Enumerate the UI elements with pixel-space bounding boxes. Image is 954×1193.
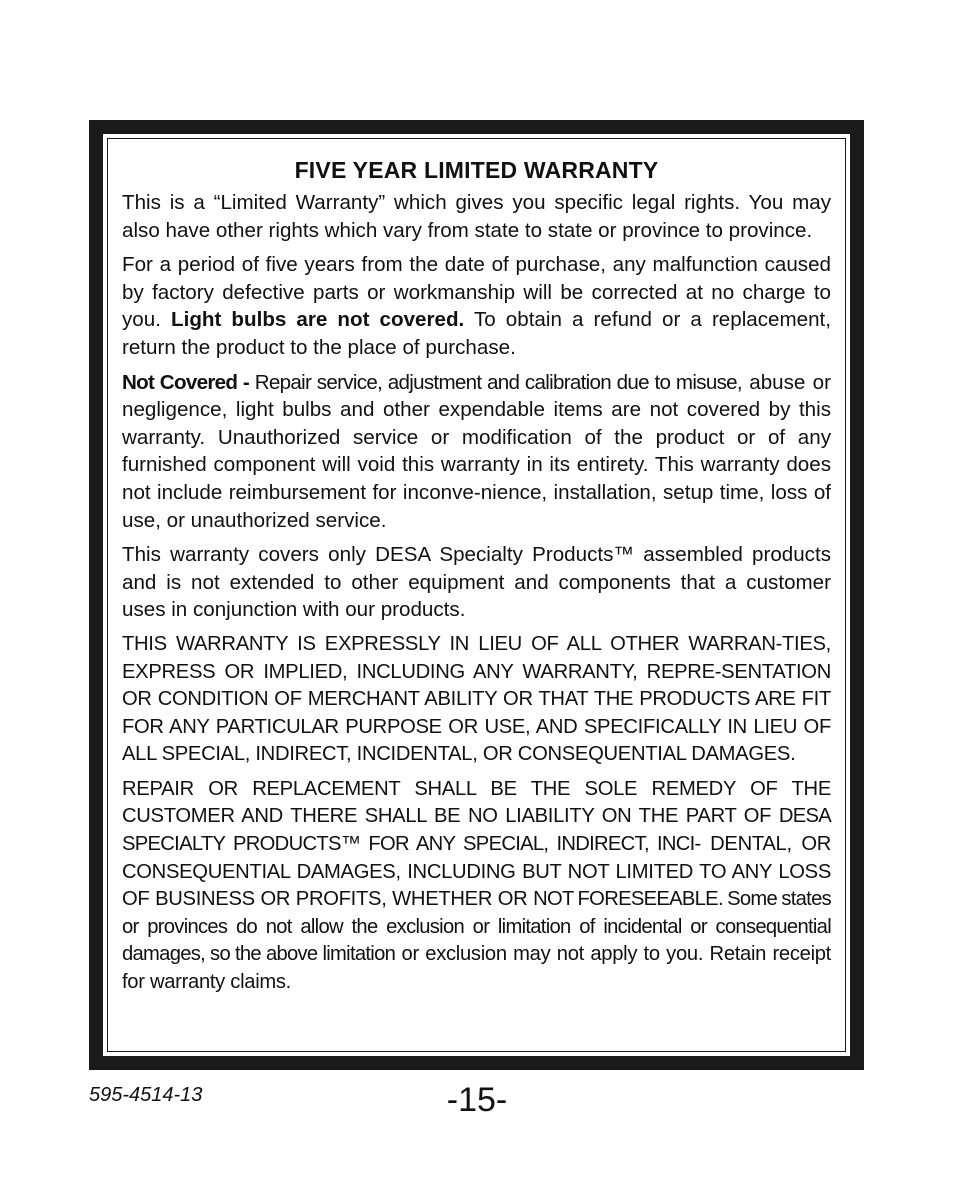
page-number: -15- [446,1081,508,1119]
warranty-paragraph-4 [122,541,831,624]
warranty-paragraph-not-covered [122,369,831,535]
warranty-p5-text: THIS WARRANTY IS EXPRESSLY IN LIEU OF ALL OTHER WARRAN-TIES, EXPRESS OR IMPLIED, INCLUDING ANY WARRANTY, REPRE-SENTATION OR CONDITION OF MERCHANT ABILITY OR THAT THE PRODUCTS ARE FIT FOR ANY PARTICULAR PURPOSE OR USE, AND SPECIFICALLY IN LIEU OF ALL SPECIAL, INDIRECT, INCIDENTAL, OR CONSEQUENTIAL DAMAGES. [122,632,831,766]
warranty-box [89,120,864,1070]
warranty-p6-text-e: or exclusion may not apply to you. Retain receipt for warranty claims. [122,943,831,994]
warranty-p6-text-d: NOT FORESEEABLE. Some states or provinces do not allow the exclusion or limitation of incidental or consequential damages, so the above limitation [122,888,831,966]
warranty-title: FIVE YEAR LIMITED WARRANTY [294,157,659,183]
warranty-p1-text: This is a “Limited Warranty” which gives you specific legal rights. You may also have other rights which vary from state to state or province to province. [122,191,831,242]
not-covered-text-b: abuse or negligence, light bulbs and other expendable items are not covered by this warranty. Unauthorized service or modification of the product or of any furnished component will void this warranty in its entirety. This warranty does not include reimbursement for inconve-nience, installation, setup time, loss of use, or unauthorized service. [122,370,831,532]
warranty-paragraph-disclaimer [122,631,831,769]
warranty-p6-text-a: REPAIR OR REPLACEMENT SHALL BE THE SOLE REMEDY OF THE CUSTOMER AND THERE SHALL BE NO LIABILITY ON THE PART OF [122,777,831,828]
warranty-paragraph-1 [122,189,831,244]
not-covered-line-1 [122,371,742,394]
not-covered-text-a: Repair service, adjustment and calibration due to misuse, [254,370,742,394]
warranty-paragraph-remedy [122,776,831,997]
warranty-p2-text-a: For a period of five years from the date of purchase, any malfunction caused by factory defective parts or workmanship will be corrected at no charge to you. [122,253,831,332]
not-covered-label: Not Covered - [122,370,250,394]
warranty-paragraph-2 [122,251,831,361]
warranty-p2-text-b: To obtain a refund or a replacement, return the product to the place of purchase. [122,308,831,359]
part-number: 595-4514-13 [89,1084,203,1106]
warranty-p2-bold: Light bulbs are not covered. [171,308,465,332]
warranty-p6-text-b: DESA SPECIALTY PRODUCTS™ FOR ANY SPECIAL, INDIRECT, INCI- [122,805,831,856]
warranty-inner-border [107,138,846,1052]
warranty-p6-text-c: DENTAL, OR CONSEQUENTIAL DAMAGES, INCLUDING BUT NOT LIMITED TO ANY LOSS OF BUSINESS OR PROFITS, WHETHER OR [122,833,832,911]
warranty-p4-text: This warranty covers only DESA Specialty Products™ assembled products and is not extended to other equipment and components that a customer uses in conjunction with our products. [122,543,831,622]
